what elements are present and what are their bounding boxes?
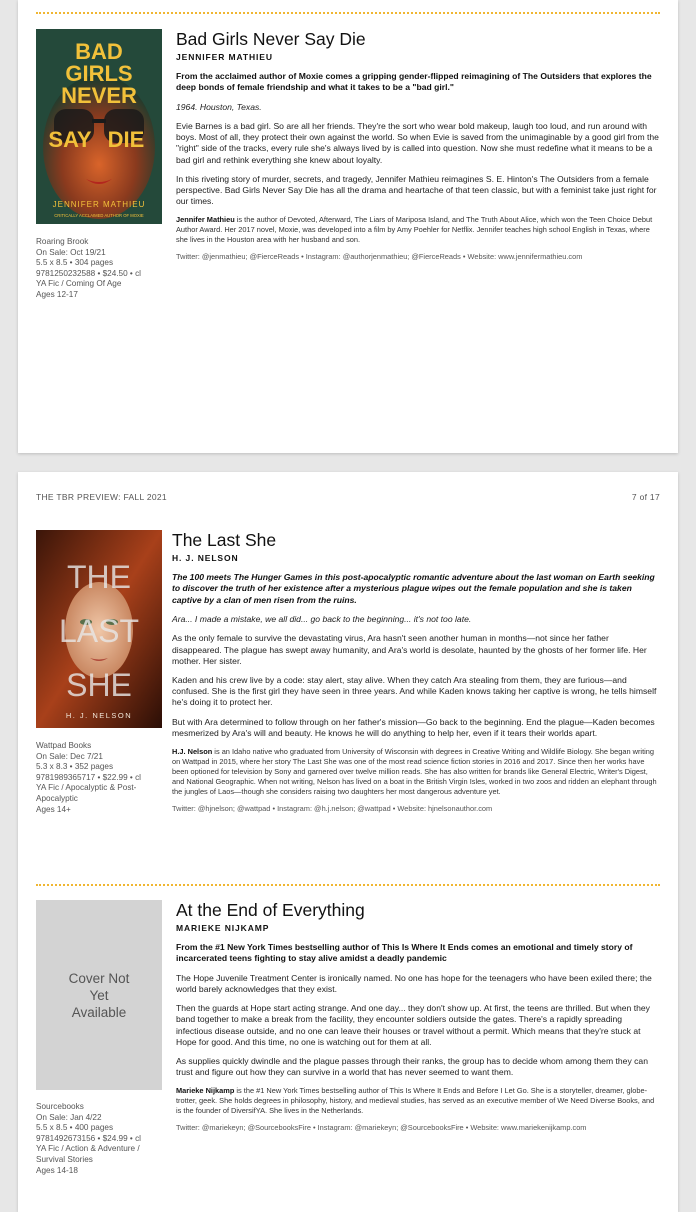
cover-word: THE <box>67 559 131 595</box>
author-social: Twitter: @jenmathieu; @FierceReads • Instagram: @authorjenmathieu; @FierceReads • Website: www.jennifermathieu.com <box>176 252 583 262</box>
category: YA Fic / Coming Of Age <box>36 279 122 289</box>
book-title: Bad Girls Never Say Die <box>176 29 366 49</box>
bio-name: Marieke Nijkamp <box>176 1086 235 1096</box>
on-sale-date: On Sale: Jan 4/22 <box>36 1112 102 1122</box>
book-hook: From the acclaimed author of Moxie comes a gripping gender-flipped reimagining of The Outsiders that explores the deep bonds of female friendship and what it takes to be a "bad girl." <box>176 71 652 93</box>
book-tagline: Ara... I made a mistake, we all did... go back to the beginning... it's not too late. <box>172 614 472 625</box>
bio-name: Jennifer Mathieu <box>176 215 235 225</box>
format: 5.5 x 8.5 • 304 pages <box>36 258 114 268</box>
book-paragraph: Kaden and his crew live by a code: stay alert, stay alive. When they catch Ara stealing from them, they are furious—and confused. She is the first girl they have seen in three years. And while Kaden knows taking her captive is wrong, he tells himself he's doing it to protect her. <box>172 675 657 708</box>
cover-word: GIRLS <box>65 61 133 86</box>
book-meta <box>36 237 166 301</box>
dotted-divider <box>36 884 660 886</box>
isbn-price: 9781492673156 • $24.99 • cl <box>36 1133 141 1143</box>
book-hook: The 100 meets The Hunger Games in this post-apocalyptic romantic adventure about the last woman on Earth seeking to discover the truth of her existence after a mysterious plague wipes out the female population and she is taken captive by a clan of men risen from the ruins. <box>172 572 655 605</box>
ages: Ages 14-18 <box>36 1165 78 1175</box>
bio-text: is the #1 New York Times bestselling author of This Is Where It Ends and Before I Let Go. She is a storyteller, dreamer, globe-trotter, geek. She holds degrees in philosophy, history, and medieval studies, has served as an executive member of We Need Diverse Books, and is the founder of DiversifYA. She lives in the Netherlands. <box>176 1086 655 1116</box>
book-content <box>176 29 660 262</box>
category: YA Fic / Apocalyptic & Post-Apocalyptic <box>36 783 137 803</box>
page-header <box>36 492 660 502</box>
author-social: Twitter: @hjnelson; @wattpad • Instagram: @h.j.nelson; @wattpad • Website: hjnelsonauthor.com <box>172 804 493 814</box>
book-content <box>176 900 660 1133</box>
ages: Ages 14+ <box>36 804 71 814</box>
cover-word: SHE <box>66 667 132 703</box>
cover-word: SAY <box>48 127 92 152</box>
publisher: Sourcebooks <box>36 1102 84 1111</box>
isbn-price: 9781989365717 • $22.99 • cl <box>36 772 141 782</box>
book-paragraph: In this riveting story of murder, secrets, and tragedy, Jennifer Mathieu reimagines S. E. Hinton's The Outsiders from a female perspective. Bad Girls Never Say Die has all the drama and heartache of that teen classic, but with a feminist take just right for our times. <box>176 173 657 207</box>
on-sale-date: On Sale: Dec 7/21 <box>36 751 103 761</box>
cover-word: NEVER <box>61 83 137 108</box>
book-cover-bad-girls[interactable] <box>36 29 162 224</box>
cover-placeholder <box>36 900 162 1090</box>
cover-word: BAD <box>75 39 123 64</box>
book-paragraph: As supplies quickly dwindle and the plague passes through their ranks, the group has to decide whom among them they can trust and figure out how they can survive in a world that has never seemed to want them. <box>176 1056 648 1078</box>
bio-text: is the author of Devoted, Afterward, The Liars of Mariposa Island, and The Truth About Alice, which won the Teen Choice Debut Author Award. Her 2017 novel, Moxie, was developed into a film by Amy Poehler for Netflix. Jennifer teaches high school English in Texas, where she lives in the Houston area with her husband and son. <box>176 215 653 245</box>
format: 5.3 x 8.3 • 352 pages <box>36 762 114 772</box>
book-meta <box>36 741 166 815</box>
publisher: Roaring Brook <box>36 237 89 246</box>
book-paragraph: Evie Barnes is a bad girl. So are all her friends. They're the sort who wear bold makeup, laugh too loud, and run around with boys. Most of all, they protect their own against the world. So when Evie is saved from the unimaginable by a good girl from the "right" side of the tracks, every rule she's always lived by is called into question. Now she must redefine what it means to be a bad girl and rethink everything she knew about loyalty. <box>176 121 659 165</box>
cover-author: JENNIFER MATHIEU <box>52 200 146 209</box>
book-author: MARIEKE NIJKAMP <box>176 923 270 933</box>
book-paragraph: As the only female to survive the devastating virus, Ara hasn't seen another human in months—not since her father disappeared. The plague has swept away humanity, and Ara's world is desolate, haunted by the ghosts of her former life. Her mother. Her sister. <box>172 633 647 666</box>
bio-name: H.J. Nelson <box>172 747 213 757</box>
isbn-price: 9781250232588 • $24.50 • cl <box>36 268 141 278</box>
book-cover-last-she[interactable] <box>36 530 162 728</box>
book-tagline: 1964. Houston, Texas. <box>176 101 262 112</box>
book-author: JENNIFER MATHIEU <box>176 52 273 62</box>
book-paragraph: Then the guards at Hope start acting strange. And one day... they don't show up. At first, the teens are thrilled. But when they band together to make a break from the facility, they encounter soldiers outside the gates. There's a rapidly spreading infectious disease outside, and no one can leave their houses or travel without a permit. Which means that they're stuck at Hope for good. And this time, no one is watching out for them at all. <box>176 1003 650 1047</box>
book-paragraph: But with Ara determined to follow through on her father's mission—Go back to the beginning. End the plague—Kaden becomes mesmerized by Ara's will and beauty. He knows he will do anything to help her, even if it tears their worlds apart. <box>172 716 655 738</box>
category: YA Fic / Action & Adventure / Survival Stories <box>36 1144 140 1164</box>
cover-word: LAST <box>58 613 140 649</box>
on-sale-date: On Sale: Oct 19/21 <box>36 247 106 257</box>
book-title: At the End of Everything <box>176 900 365 920</box>
format: 5.5 x 8.5 • 400 pages <box>36 1123 114 1133</box>
cover-author: H. J. NELSON <box>65 711 133 720</box>
publisher: Wattpad Books <box>36 741 92 750</box>
book-paragraph: The Hope Juvenile Treatment Center is ironically named. No one has hope for the teenagers who have been exiled there; the world barely acknowledges that they exist. <box>176 972 652 995</box>
page-current <box>18 472 678 1212</box>
dotted-divider <box>36 12 660 14</box>
cover-tagline: CRITICALLY ACCLAIMED AUTHOR OF MOXIE <box>54 213 144 218</box>
book-content <box>172 530 660 814</box>
page-number: 7 of 17 <box>631 492 660 502</box>
page-previous <box>18 0 678 453</box>
author-bio <box>176 1086 660 1116</box>
author-bio <box>176 215 660 245</box>
author-social: Twitter: @mariekeyn; @SourcebooksFire • Instagram: @mariekeyn; @SourcebooksFire • Website: www.mariekenijkamp.com <box>176 1123 587 1133</box>
author-bio <box>172 747 660 797</box>
bio-text: is an Idaho native who graduated from University of Wisconsin with degrees in Creative Writing and Wildlife Biology. She began writing on Wattpad in 2015, where her story The Last She was one of the most read science fiction stories in 2016 and 2017. Since then her works have been optioned for television by Sony and garnered over twelve million reads. She has also written for brands like General Electric, Writer's Digest, and National Geographic. When not writing, Nelson has lived on a boat in the British Virgin Isles, worked in two zoos and ridden an elephant through the jungles of Laos—though she considers raising two daughters her most dangerous adventure yet. <box>172 747 657 797</box>
ages: Ages 12-17 <box>36 289 78 299</box>
cover-word: DIE <box>107 127 145 152</box>
book-hook: From the #1 New York Times bestselling author of This Is Where It Ends comes an emotional and timely story of incarcerated teens fighting to stay alive amidst a deadly pandemic <box>176 942 633 964</box>
cover-placeholder-text: Cover Not Yet Available <box>68 970 130 1020</box>
book-author: H. J. NELSON <box>172 553 239 563</box>
preview-title: THE TBR PREVIEW: FALL 2021 <box>36 492 167 502</box>
book-meta <box>36 1102 166 1176</box>
book-title: The Last She <box>172 530 277 550</box>
